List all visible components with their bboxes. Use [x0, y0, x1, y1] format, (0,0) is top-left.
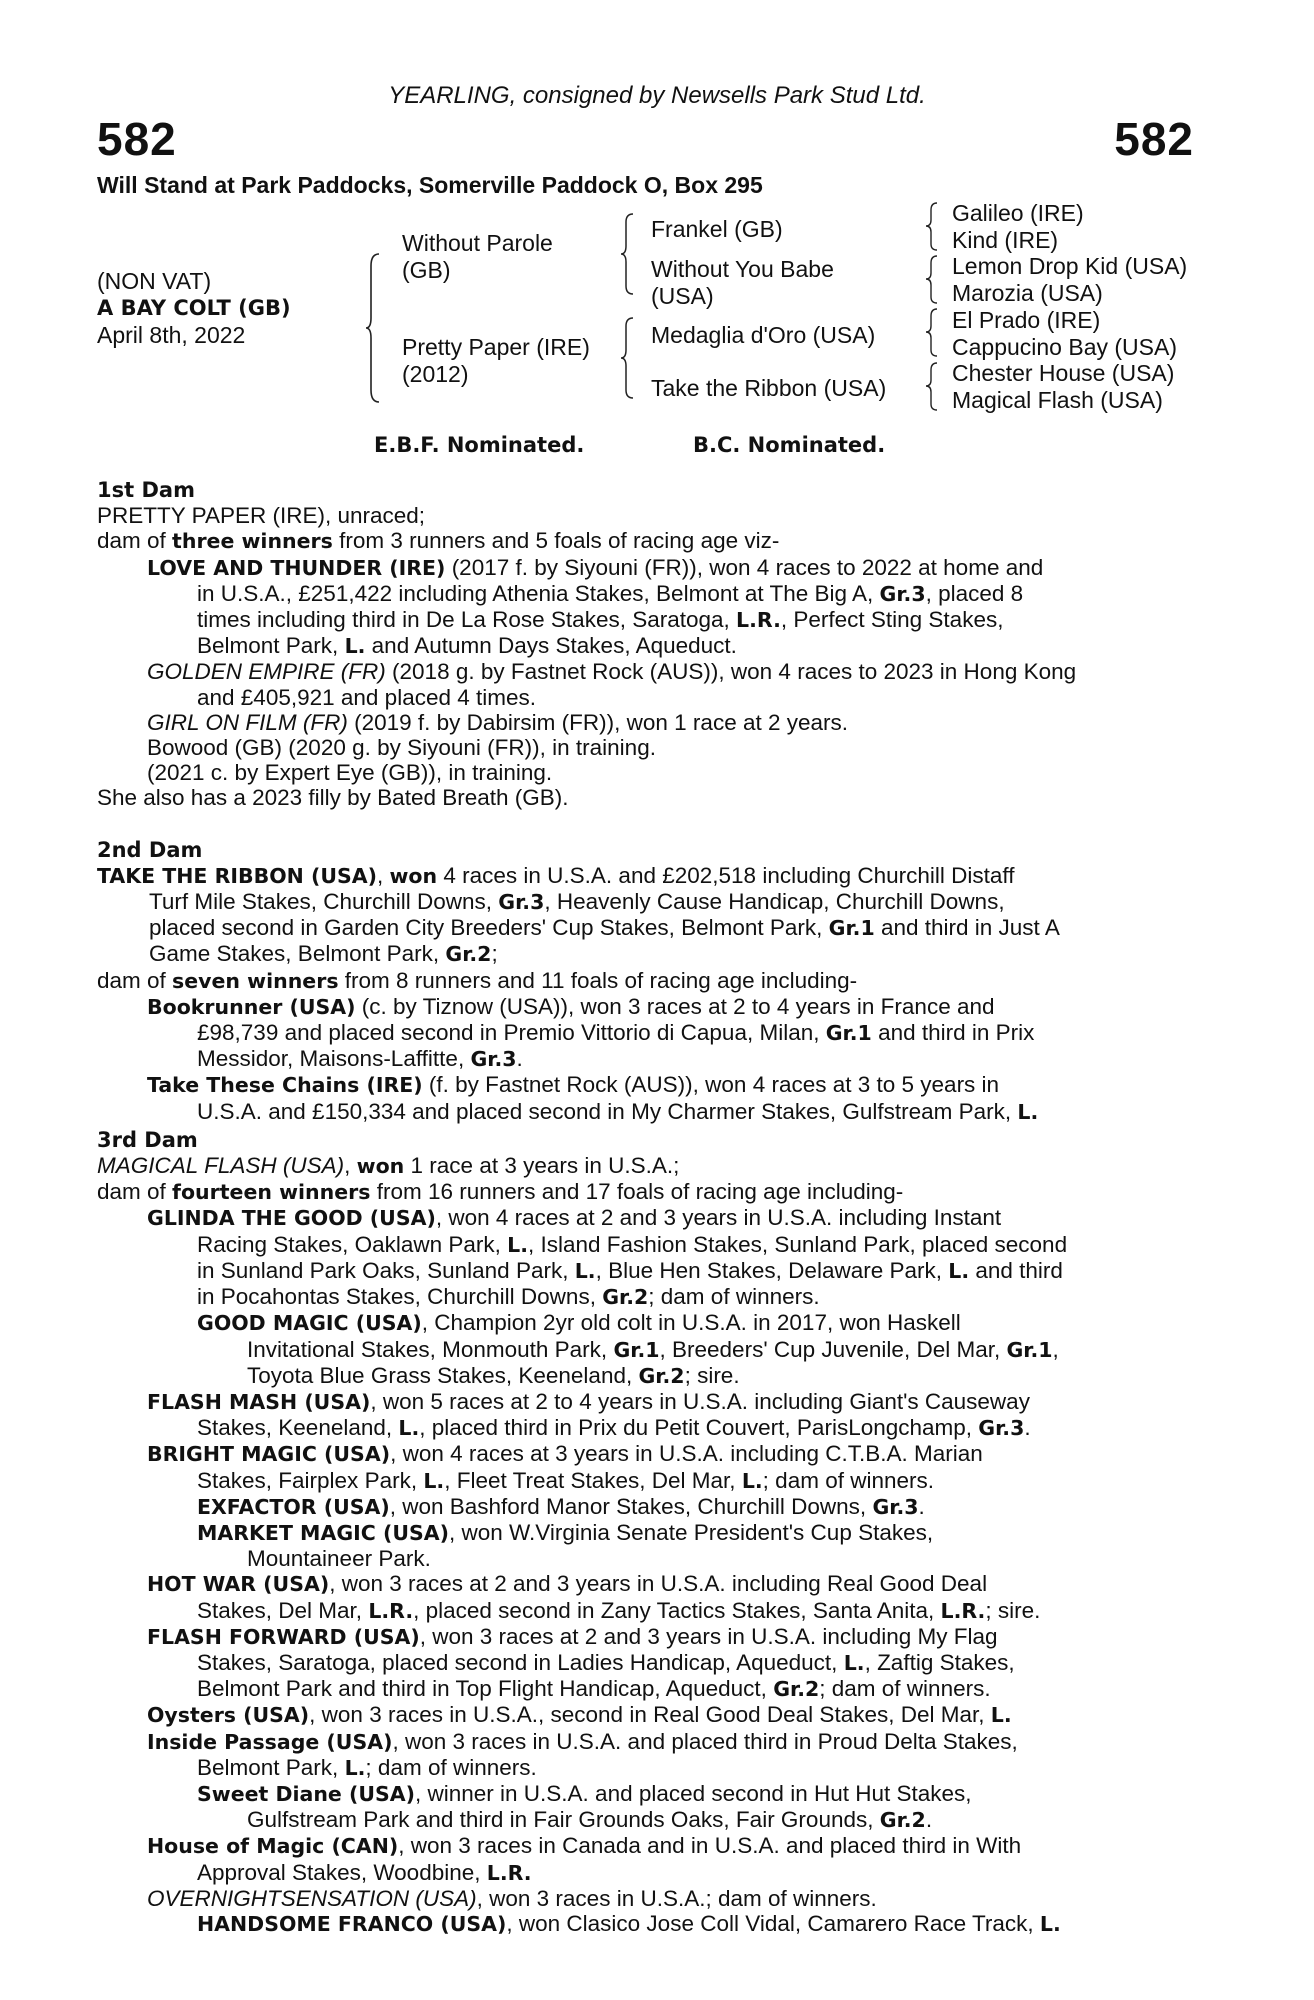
produce-entry: FLASH FORWARD (USA), won 3 races at 2 and 3 years in U.S.A. including My Flag Stakes, Saratoga, placed second in Ladies Handicap, Aqueduct, L., Zaftig Stakes, Belmont Park and third in Top Flight Handicap, Aqueduct, Gr.2; dam of winners.	[147, 1623, 1015, 1702]
dam-line2: (2012)	[402, 361, 469, 387]
produce-entry: GLINDA THE GOOD (USA), won 4 races at 2 and 3 years in U.S.A. including Instant Racing Stakes, Oaklawn Park, L., Island Fashion Stakes, Sunland Park, placed second in Sunland Park Oaks, Sunland Park, L., Blue Hen Stakes, Delaware Park, L. and third in Pocahontas Stakes, Churchill Downs, Gr.2; dam of winners.	[147, 1205, 1068, 1310]
ebf-nominated: E.B.F. Nominated.	[374, 433, 585, 457]
dam-dam: Take the Ribbon (USA)	[651, 375, 887, 401]
third-dam-record: MAGICAL FLASH (USA), won 1 race at 3 years in U.S.A.;	[97, 1153, 680, 1179]
grandsire-7: Chester House (USA)	[952, 360, 1175, 386]
produce-entry: HANDSOME FRANCO (USA), won Clasico Jose Coll Vidal, Camarero Race Track, L.	[197, 1910, 1061, 1936]
grandsire-5: El Prado (IRE)	[952, 307, 1101, 333]
grandsire-6: Cappucino Bay (USA)	[952, 334, 1177, 360]
consignor-line: YEARLING, consigned by Newsells Park Stud Ltd.	[388, 82, 926, 109]
grandsire-8: Magical Flash (USA)	[952, 387, 1163, 413]
grandsire-4: Marozia (USA)	[952, 280, 1103, 306]
lot-number-right: 582	[1114, 113, 1194, 165]
produce-entry: EXFACTOR (USA), won Bashford Manor Stakes, Churchill Downs, Gr.3.	[197, 1493, 925, 1519]
produce-entry: Take These Chains (IRE) (f. by Fastnet Rock (AUS)), won 4 races at 3 to 5 years in U.S.A. and £150,334 and placed second in My Charmer Stakes, Gulfstream Park, L.	[147, 1072, 1039, 1124]
vat-status: (NON VAT)	[97, 268, 212, 294]
produce-record	[97, 478, 1195, 1937]
foaling-date: April 8th, 2022	[97, 322, 246, 348]
first-dam-dam-of: dam of three winners from 3 runners and 5 foals of racing age viz-	[97, 528, 780, 554]
horse-name: A BAY COLT (GB)	[97, 296, 291, 320]
brace-4	[925, 200, 939, 254]
brace-1	[365, 252, 383, 404]
brace-6	[925, 306, 939, 360]
produce-entry: (2021 c. by Expert Eye (GB)), in training.	[147, 760, 553, 786]
second-dam-dam-of: dam of seven winners from 8 runners and 11 foals of racing age including-	[97, 967, 858, 993]
dam-sire: Medaglia d'Oro (USA)	[651, 322, 876, 348]
third-dam-dam-of: dam of fourteen winners from 16 runners and 17 foals of racing age including-	[97, 1179, 904, 1205]
produce-entry: Inside Passage (USA), won 3 races in U.S.A. and placed third in Proud Delta Stakes, Belmont Park, L.; dam of winners.	[147, 1728, 1018, 1780]
produce-entry: LOVE AND THUNDER (IRE) (2017 f. by Siyouni (FR)), won 4 races to 2022 at home and in U.S.A., £251,422 including Athenia Stakes, Belmont at The Big A, Gr.3, placed 8 times including third in De La Rose Stakes, Saratoga, L.R., Perfect Sting Stakes, Belmont Park, L. and Autumn Days Stakes, Aqueduct.	[147, 554, 1044, 659]
produce-entry: HOT WAR (USA), won 3 races at 2 and 3 years in U.S.A. including Real Good Deal Stakes, Del Mar, L.R., placed second in Zany Tactics Stakes, Santa Anita, L.R.; sire.	[147, 1571, 1041, 1623]
grandsire-1: Galileo (IRE)	[952, 200, 1084, 226]
brace-2	[620, 212, 636, 296]
first-dam-also: She also has a 2023 filly by Bated Breath (GB).	[97, 785, 569, 811]
produce-entry: GOOD MAGIC (USA), Champion 2yr old colt in U.S.A. in 2017, won Haskell Invitational Stakes, Monmouth Park, Gr.1, Breeders' Cup Juvenile, Del Mar, Gr.1, Toyota Blue Grass Stakes, Keeneland, Gr.2; sire.	[197, 1310, 1059, 1388]
produce-entry: Bowood (GB) (2020 g. by Siyouni (FR)), in training.	[147, 735, 656, 761]
sire-dam-line1: Without You Babe	[651, 256, 834, 282]
produce-entry: FLASH MASH (USA), won 5 races at 2 to 4 years in U.S.A. including Giant's Causeway Stakes, Keeneland, L., placed third in Prix du Petit Couvert, ParisLongchamp, Gr.3.	[147, 1388, 1031, 1441]
produce-entry: OVERNIGHTSENSATION (USA), won 3 races in U.S.A.; dam of winners.	[147, 1885, 877, 1911]
stand-location: Will Stand at Park Paddocks, Somerville Paddock O, Box 295	[97, 172, 763, 198]
produce-entry: BRIGHT MAGIC (USA), won 4 races at 3 years in U.S.A. including C.T.B.A. Marian Stakes, Fairplex Park, L., Fleet Treat Stakes, Del Mar, L.; dam of winners.	[147, 1441, 983, 1493]
produce-entry: Bookrunner (USA) (c. by Tiznow (USA)), won 3 races at 2 to 4 years in France and £98,739 and placed second in Premio Vittorio di Capua, Milan, Gr.1 and third in Prix Messidor, Maisons-Laffitte, Gr.3.	[147, 993, 1035, 1072]
brace-5	[925, 253, 939, 307]
first-dam-heading: 1st Dam	[97, 478, 195, 502]
second-dam-record: TAKE THE RIBBON (USA), won 4 races in U.S.A. and £202,518 including Churchill Distaff Turf Mile Stakes, Churchill Downs, Gr.3, Heavenly Cause Handicap, Churchill Downs, placed second in Garden City Breeders' Cup Stakes, Belmont Park, Gr.1 and third in Just A Game Stakes, Belmont Park, Gr.2;	[97, 862, 1060, 967]
brace-3	[620, 316, 636, 400]
brace-7	[925, 360, 939, 414]
produce-entry: GIRL ON FILM (FR) (2019 f. by Dabirsim (FR)), won 1 race at 2 years.	[147, 709, 849, 735]
first-dam-intro: PRETTY PAPER (IRE), unraced;	[97, 503, 426, 529]
sire-line1: Without Parole	[402, 230, 553, 256]
sire-sire: Frankel (GB)	[651, 216, 783, 242]
sire-dam-line2: (USA)	[651, 283, 714, 309]
sire-line2: (GB)	[402, 257, 451, 283]
produce-entry: GOLDEN EMPIRE (FR) (2018 g. by Fastnet Rock (AUS)), won 4 races to 2023 in Hong Kong and £405,921 and placed 4 times.	[147, 659, 1077, 710]
grandsire-3: Lemon Drop Kid (USA)	[952, 253, 1188, 279]
produce-entry: MARKET MAGIC (USA), won W.Virginia Senate President's Cup Stakes, Mountaineer Park.	[197, 1519, 934, 1572]
bc-nominated: B.C. Nominated.	[693, 433, 886, 457]
grandsire-2: Kind (IRE)	[952, 227, 1059, 253]
lot-number-left: 582	[97, 113, 177, 165]
pedigree-table	[97, 200, 1217, 457]
produce-entry: House of Magic (CAN), won 3 races in Canada and in U.S.A. and placed third in With Approval Stakes, Woodbine, L.R.	[147, 1833, 1022, 1885]
produce-entry: Sweet Diane (USA), winner in U.S.A. and placed second in Hut Hut Stakes, Gulfstream Park and third in Fair Grounds Oaks, Fair Grounds, Gr.2.	[197, 1780, 972, 1833]
third-dam-heading: 3rd Dam	[97, 1127, 198, 1152]
dam-line1: Pretty Paper (IRE)	[402, 334, 590, 360]
produce-entry: Oysters (USA), won 3 races in U.S.A., second in Real Good Deal Stakes, Del Mar, L.	[147, 1702, 1012, 1728]
second-dam-heading: 2nd Dam	[97, 837, 203, 862]
